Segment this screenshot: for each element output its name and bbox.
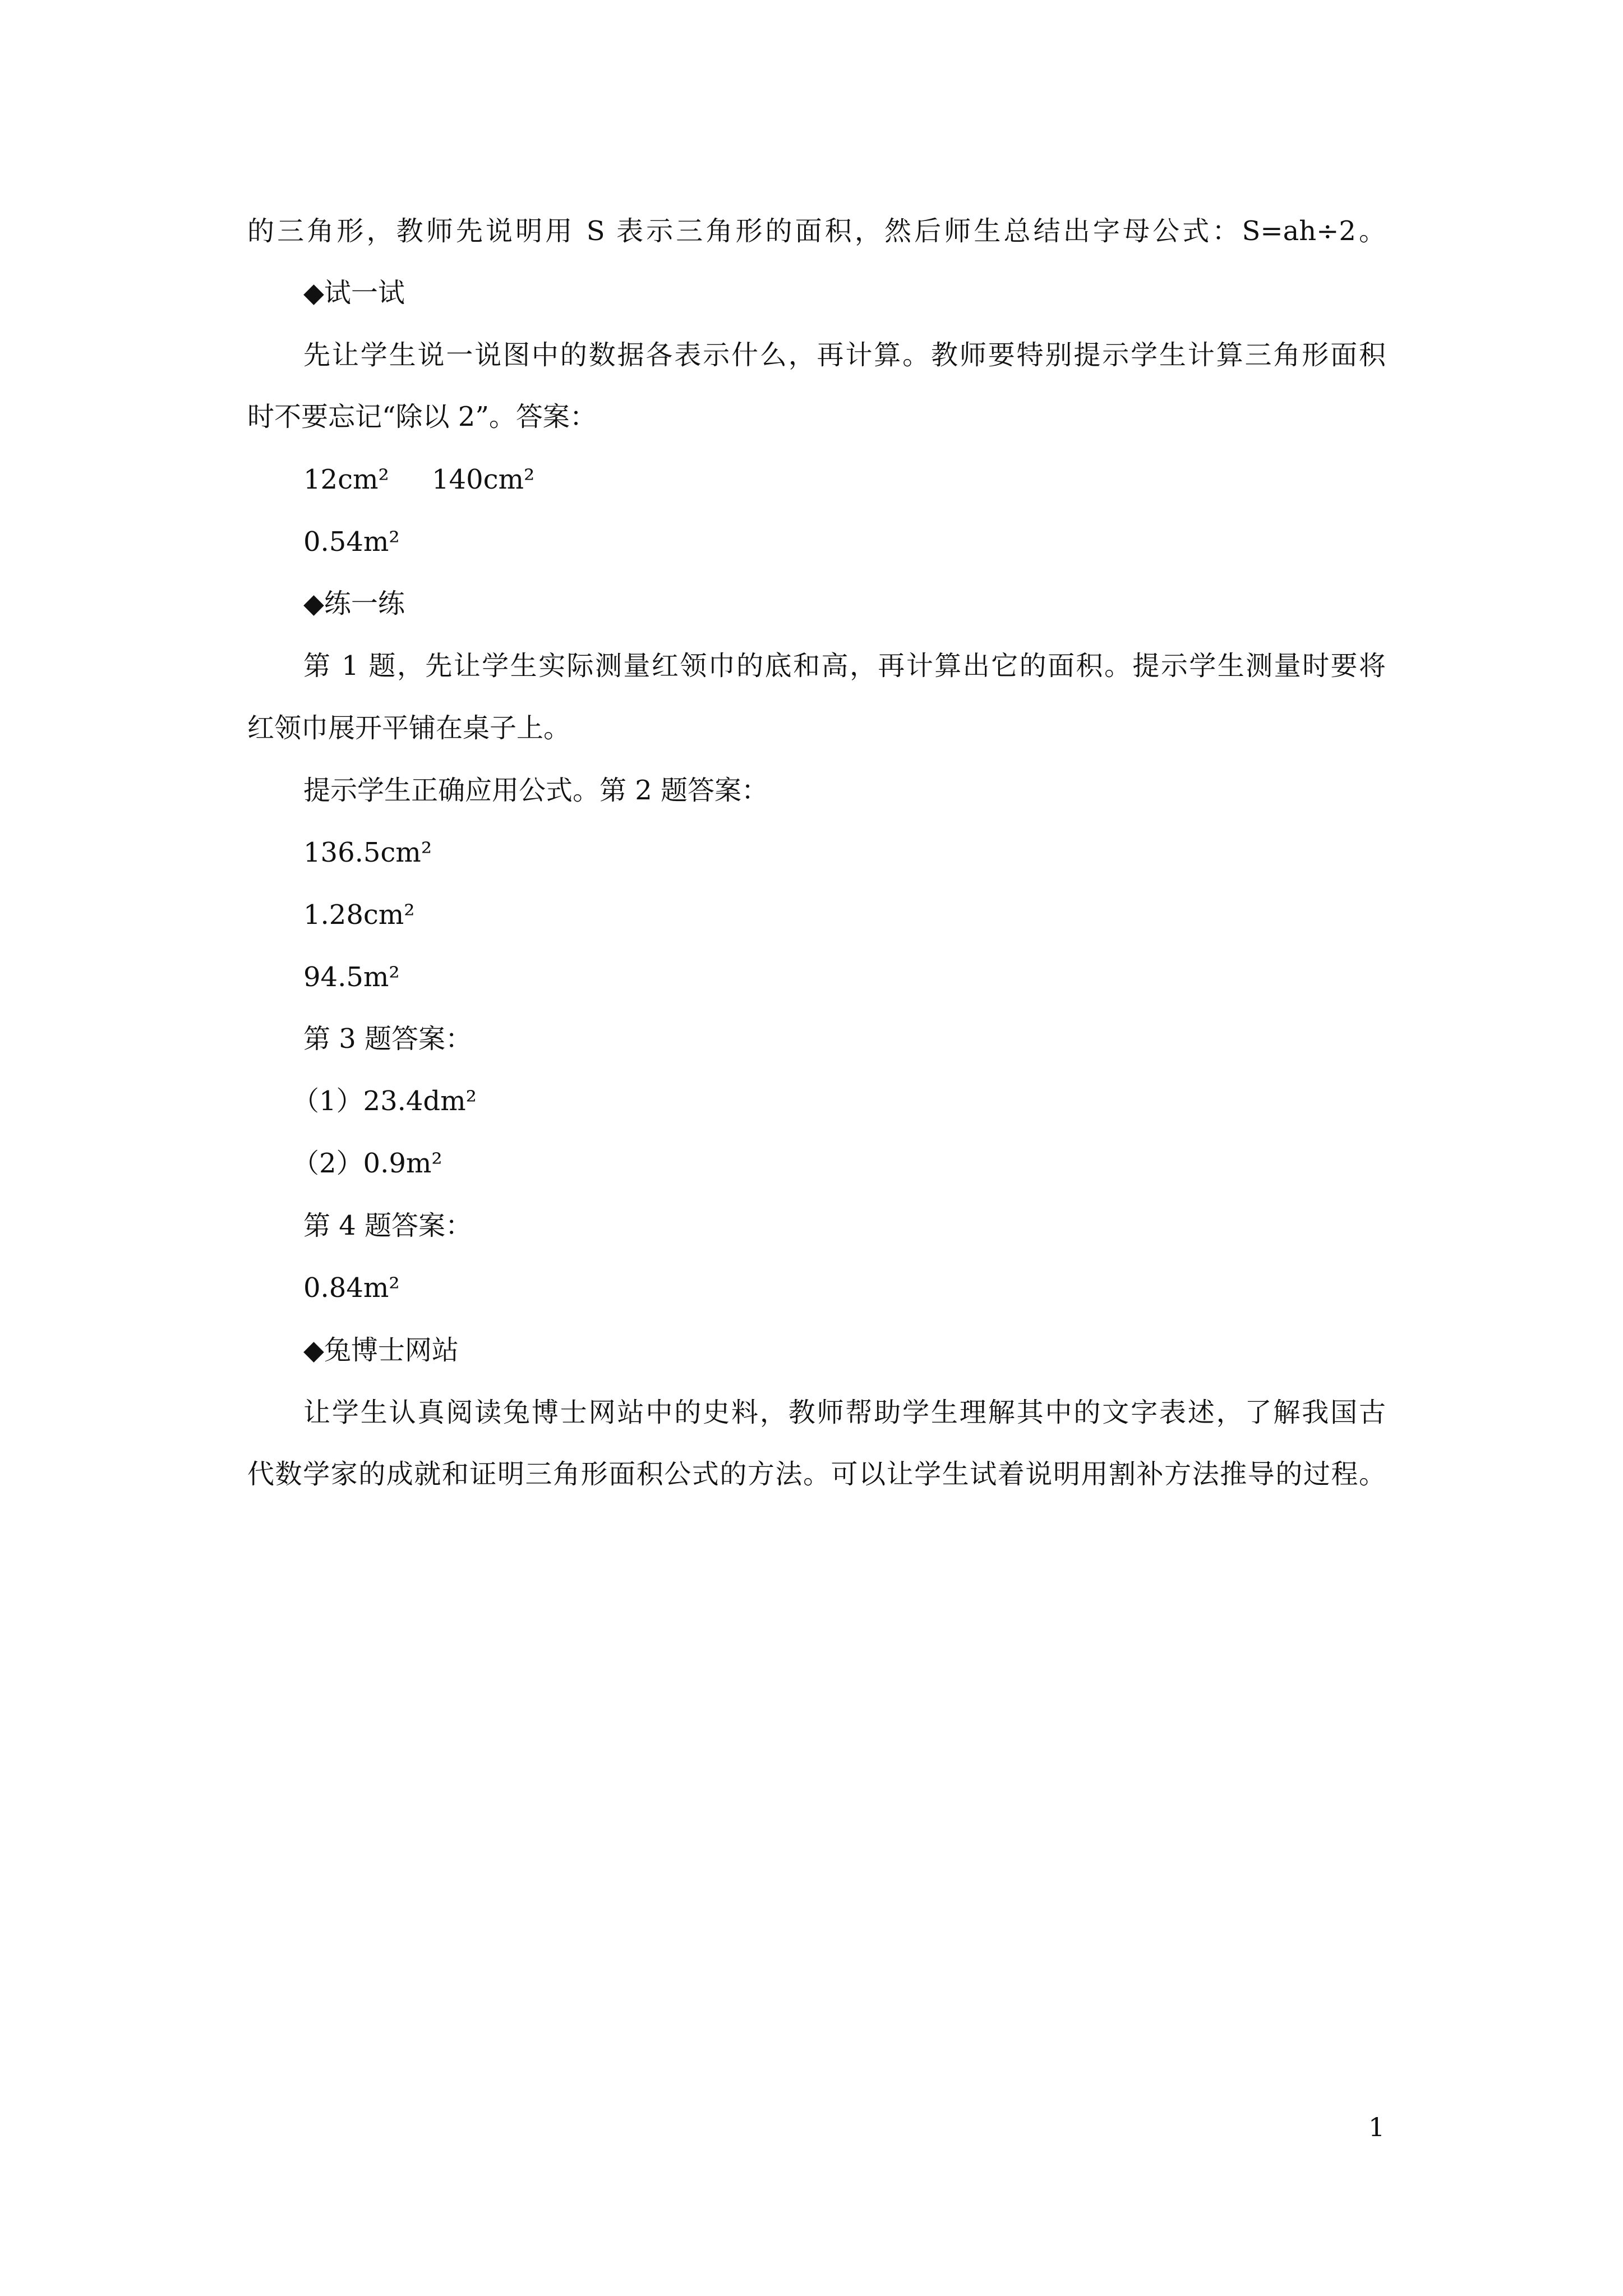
page-number: 1 [1368,2112,1385,2142]
paragraph-line: 先让学生说一说图中的数据各表示什么，再计算。教师要特别提示学生计算三角形面积 [303,339,1386,371]
paragraph-line: 红领巾展开平铺在桌子上。 [247,712,571,744]
paragraph-line: 第 4 题答案： [303,1210,473,1241]
answer-line: 0.84m² [303,1272,400,1304]
section-heading-try: ◆试一试 [303,277,405,309]
answer-line: 94.5m² [303,961,400,993]
paragraph-line: 的三角形，教师先说明用 S 表示三角形的面积，然后师生总结出字母公式：S=ah÷2。 [247,215,1386,247]
answer-line: （1）23.4dm² [292,1085,477,1117]
answer-line: 1.28cm² [303,899,415,931]
answer-line: 136.5cm² [303,837,432,868]
answer-line: （2）0.9m² [292,1148,442,1179]
paragraph-line: 第 1 题，先让学生实际测量红领巾的底和高，再计算出它的面积。提示学生测量时要将 [303,650,1386,682]
section-heading-website: ◆兔博士网站 [303,1335,459,1366]
paragraph-line: 时不要忘记“除以 2”。答案： [247,401,597,432]
paragraph-line: 代数学家的成就和证明三角形面积公式的方法。可以让学生试着说明用割补方法推导的过程。 [247,1458,1386,1490]
paragraph-line: 让学生认真阅读兔博士网站中的史料，教师帮助学生理解其中的文字表述，了解我国古 [303,1397,1386,1428]
paragraph-line: 提示学生正确应用公式。第 2 题答案： [303,775,769,806]
paragraph-line: 第 3 题答案： [303,1023,473,1055]
section-heading-practice: ◆练一练 [303,588,405,619]
answer-line: 0.54m² [303,526,400,558]
answer-line: 12cm² 140cm² [303,464,535,495]
